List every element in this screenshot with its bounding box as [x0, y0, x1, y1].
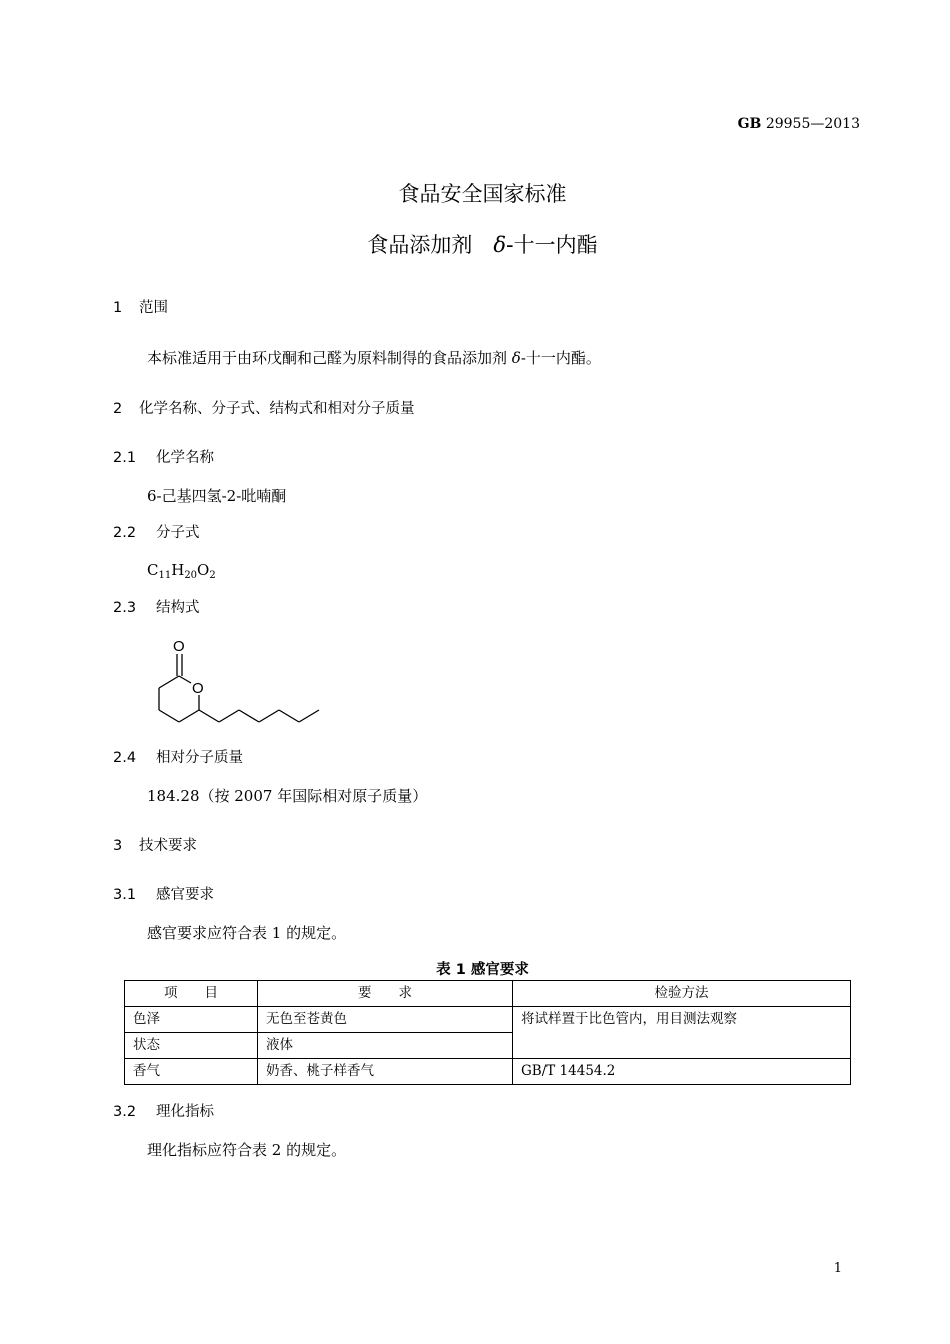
table-cell-requirement: 液体 [258, 1033, 513, 1059]
section-title: 化学名称 [156, 450, 214, 466]
subtitle-delta-symbol: δ [493, 233, 507, 257]
formula-o: O [197, 561, 210, 579]
section-title: 相对分子质量 [156, 750, 243, 766]
chemical-name: 6-己基四氢-2-吡喃酮 [147, 487, 287, 505]
section-title: 理化指标 [156, 1104, 214, 1120]
scope-text-suffix: -十一内酯。 [520, 349, 601, 367]
table-header-method: 检验方法 [513, 981, 851, 1007]
carbonyl-oxygen-label: O [173, 638, 185, 655]
physicochemical-text: 理化指标应符合表 2 的规定。 [147, 1141, 347, 1159]
section-number: 3 [113, 838, 123, 854]
standard-prefix: GB [737, 116, 762, 132]
section-number: 2.2 [113, 525, 137, 541]
section-2-3-heading [113, 596, 200, 617]
table-1-caption: 表 1 感官要求 [436, 962, 529, 978]
section-title: 结构式 [156, 600, 200, 616]
section-2-heading [113, 397, 415, 418]
standard-number: 29955—2013 [765, 116, 860, 132]
section-number: 2.3 [113, 600, 137, 616]
table-header-item: 项 目 [125, 981, 258, 1007]
structural-formula-diagram [145, 630, 335, 730]
section-number: 2.4 [113, 750, 137, 766]
document-subtitle [0, 229, 950, 259]
table-cell-requirement: 奶香、桃子样香气 [258, 1059, 513, 1085]
section-number: 2 [113, 401, 123, 417]
section-title: 技术要求 [139, 838, 197, 854]
table-cell-item: 色泽 [125, 1007, 258, 1033]
table-cell-requirement: 无色至苍黄色 [258, 1007, 513, 1033]
table-cell-method: GB/T 14454.2 [513, 1059, 851, 1085]
section-3-heading [113, 834, 197, 855]
section-title: 分子式 [156, 525, 200, 541]
standard-code [738, 116, 860, 132]
section-title: 范围 [139, 300, 168, 316]
section-title: 化学名称、分子式、结构式和相对分子质量 [139, 401, 415, 417]
table-cell-item: 状态 [125, 1033, 258, 1059]
table-header-row [125, 981, 851, 1007]
formula-o-count: 2 [209, 570, 216, 581]
section-number: 3.1 [113, 887, 137, 903]
table-row [125, 1007, 851, 1033]
formula-h-count: 20 [184, 570, 198, 581]
section-2-2-heading [113, 521, 200, 542]
scope-text [147, 347, 601, 368]
formula-c-count: 11 [158, 570, 172, 581]
sensory-requirements-table [124, 980, 851, 1085]
section-title: 感官要求 [156, 887, 214, 903]
subtitle-suffix: -十一内酯 [506, 233, 598, 257]
section-number: 3.2 [113, 1104, 137, 1120]
section-1-heading [113, 296, 168, 317]
table-cell-item: 香气 [125, 1059, 258, 1085]
page-number: 1 [833, 1261, 842, 1276]
subtitle-prefix: 食品添加剂 [367, 233, 494, 257]
table-cell-method: 将试样置于比色管内，用目测法观察 [513, 1007, 851, 1059]
table-header-requirement: 要 求 [258, 981, 513, 1007]
section-3-1-heading [113, 883, 214, 904]
section-2-4-heading [113, 746, 243, 767]
document-title: 食品安全国家标准 [398, 182, 567, 206]
ring-oxygen-label: O [192, 680, 204, 697]
molecular-formula [147, 561, 216, 579]
sensory-requirements-text: 感官要求应符合表 1 的规定。 [147, 924, 347, 942]
section-3-2-heading [113, 1100, 214, 1121]
scope-text-prefix: 本标准适用于由环戊酮和己醛为原料制得的食品添加剂 [147, 349, 512, 367]
scope-delta-symbol: δ [511, 349, 521, 367]
molecular-mass: 184.28（按 2007 年国际相对原子质量） [147, 787, 428, 805]
section-number: 2.1 [113, 450, 137, 466]
section-2-1-heading [113, 446, 214, 467]
table-row [125, 1059, 851, 1085]
formula-h: H [171, 561, 185, 579]
section-number: 1 [113, 300, 123, 316]
formula-c: C [147, 561, 159, 579]
